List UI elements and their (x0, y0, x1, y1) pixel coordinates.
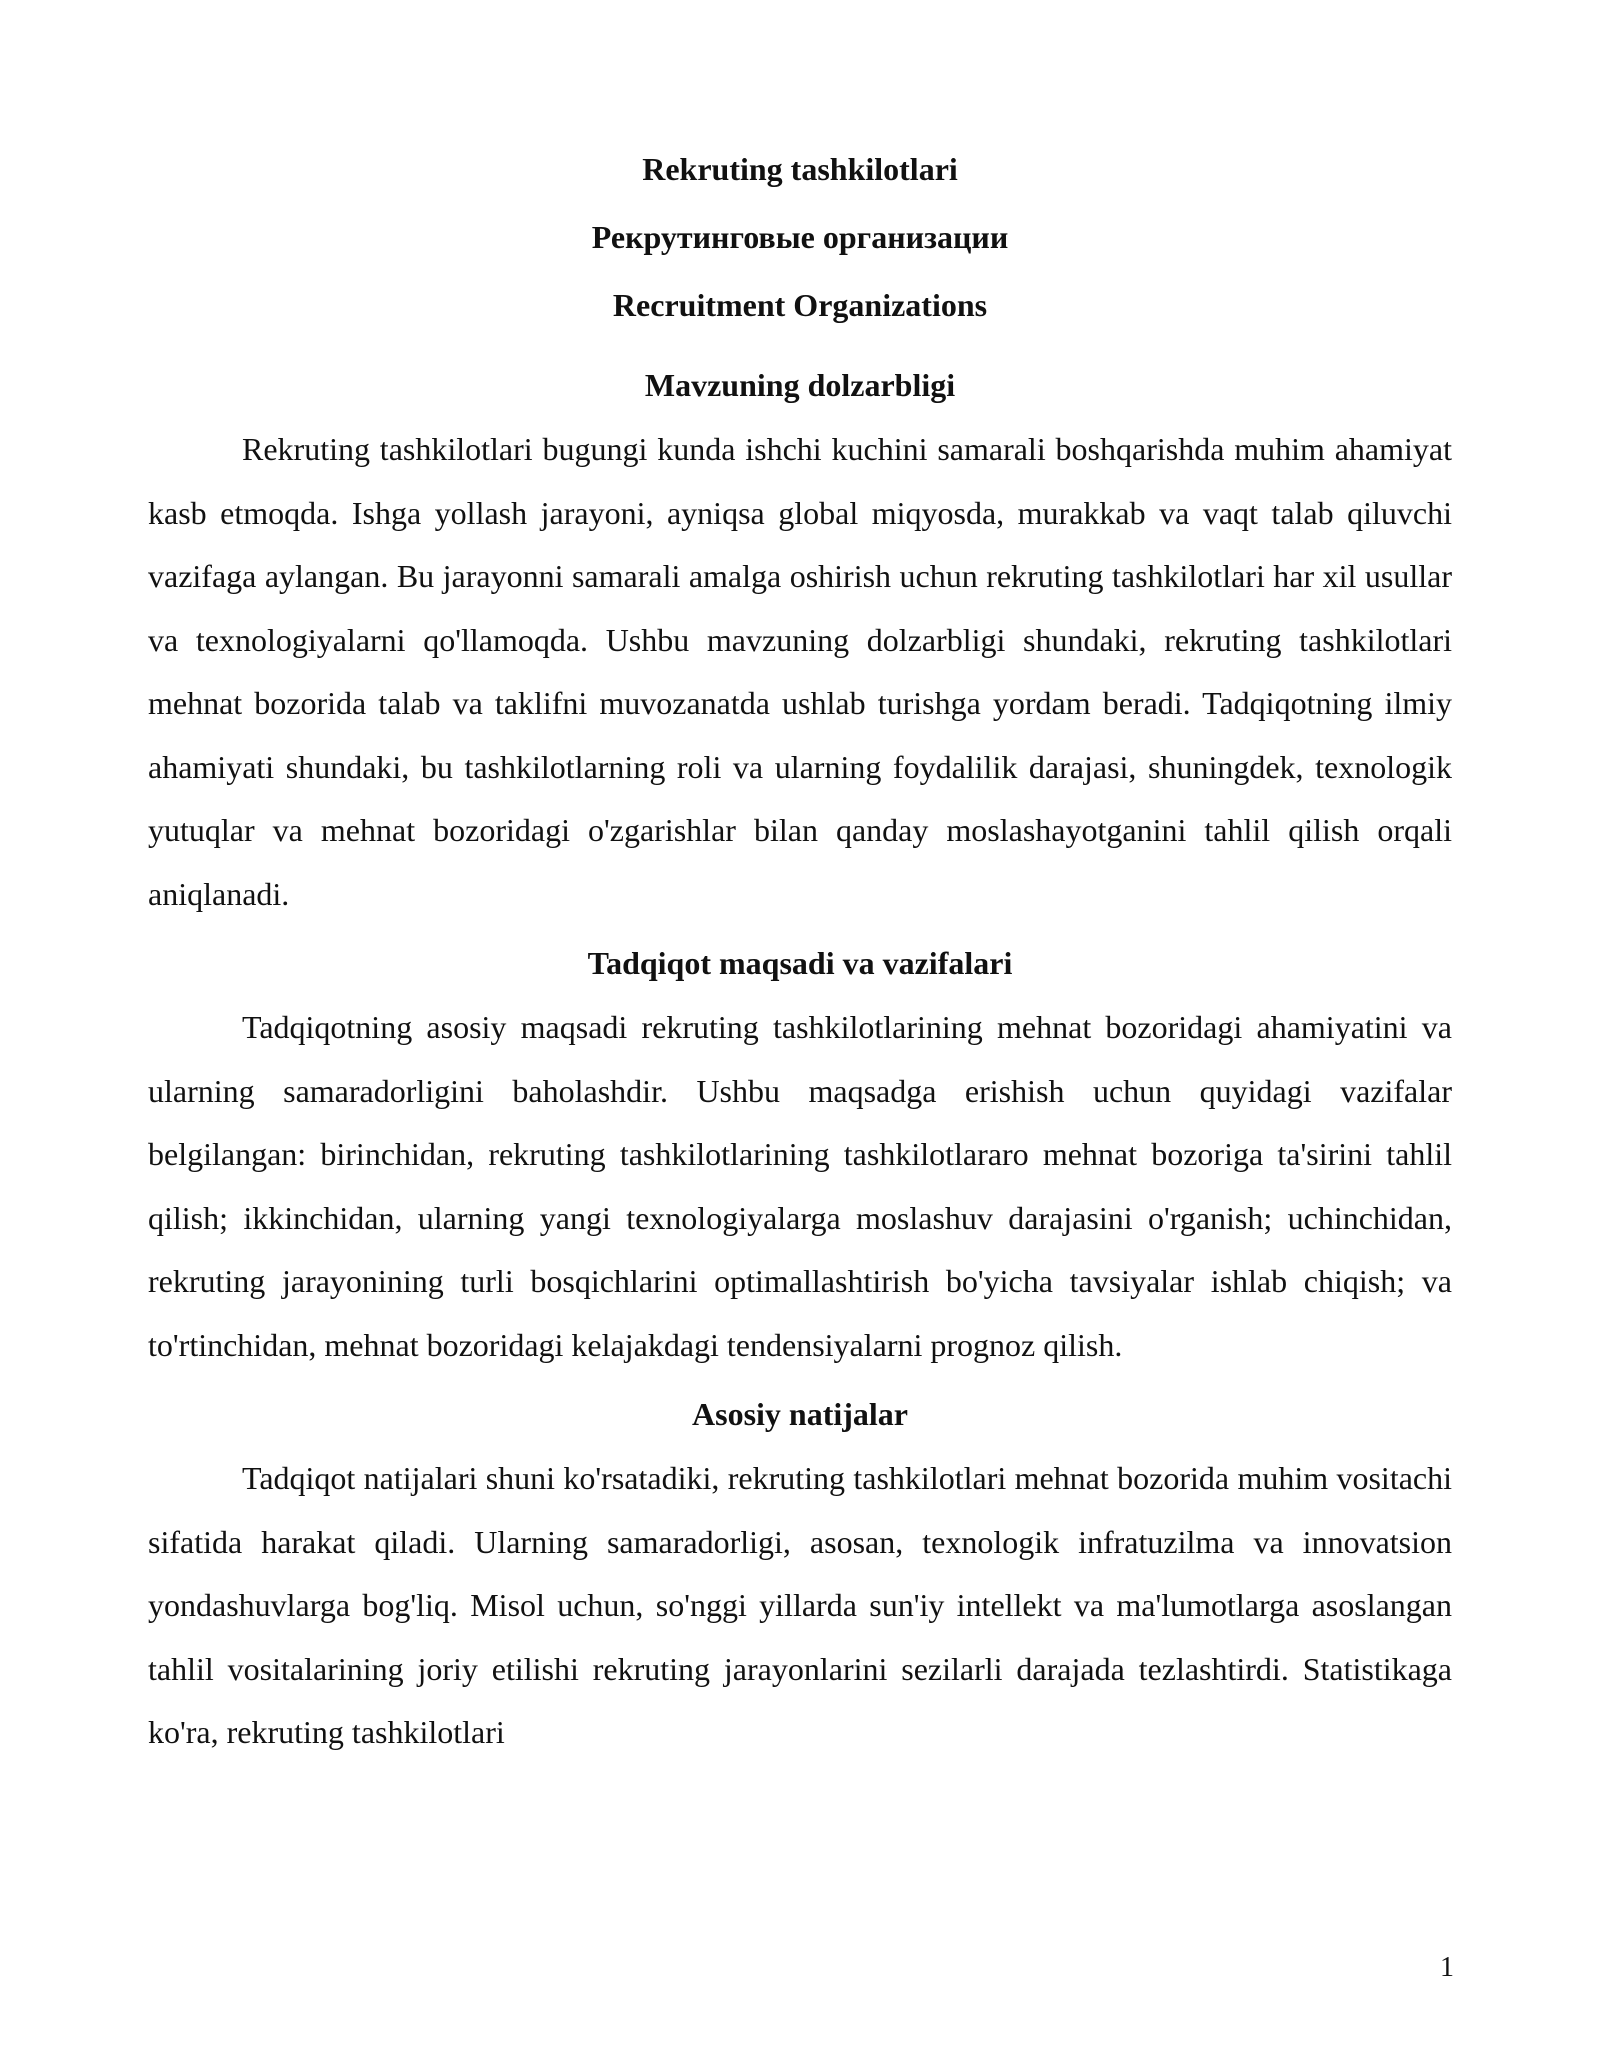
section-heading-results: Asosiy natijalar (692, 1396, 908, 1432)
title-english: Recruitment Organizations (612, 287, 988, 323)
section-paragraph-results: Tadqiqot natijalari shuni ko'rsatadiki, rekruting tashkilotlari mehnat bozorida muhim vositachi sifatida harakat qiladi. Ularning samaradorligi, asosan, texnologik infratuzilma va innovatsion yondashuvlarga bog'liq. Misol uchun, so'nggi yillarda sun'iy intellekt va ma'lumotlarga asoslangan tahlil vositalarining joriy etilishi rekruting jarayonlarini sezilarli darajada tezlashtirdi. Statistikaga ko'ra, rekruting tashkilotlari (148, 1460, 1452, 1750)
section-heading-goals: Tadqiqot maqsadi va vazifalari (587, 945, 1013, 981)
title-uzbek: Rekruting tashkilotlari (642, 151, 958, 187)
section-paragraph-goals: Tadqiqotning asosiy maqsadi rekruting tashkilotlarining mehnat bozoridagi ahamiyatini va ularning samaradorligini baholashdir. Ushbu maqsadga erishish uchun quyidagi vazifalar belgilangan: birinchidan, rekruting tashkilotlarining tashkilotlararo mehnat bozoriga ta'sirini tahlil qilish; ikkinchidan, ularning yangi texnologiyalarga moslashuv darajasini o'rganish; uchinchidan, rekruting jarayonining turli bosqichlarini optimallashtirish bo'yicha tavsiyalar ishlab chiqish; va to'rtinchidan, mehnat bozoridagi kelajakdagi tendensiyalarni prognoz qilish. (148, 1009, 1452, 1363)
document-page (148, 148, 1452, 1781)
page-number: 1 (1440, 1952, 1454, 1983)
section-paragraph-relevance: Rekruting tashkilotlari bugungi kunda ishchi kuchini samarali boshqarishda muhim ahamiyat kasb etmoqda. Ishga yollash jarayoni, ayniqsa global miqyosda, murakkab va vaqt talab qiluvchi vazifaga aylangan. Bu jarayonni samarali amalga oshirish uchun rekruting tashkilotlari har xil usullar va texnologiyalarni qo'llamoqda. Ushbu mavzuning dolzarbligi shundaki, rekruting tashkilotlari mehnat bozorida talab va taklifni muvozanatda ushlab turishga yordam beradi. Tadqiqotning ilmiy ahamiyati shundaki, bu tashkilotlarning roli va ularning foydalilik darajasi, shuningdek, texnologik yutuqlar va mehnat bozoridagi o'zgarishlar bilan qanday moslashayotganini tahlil qilish orqali aniqlanadi. (148, 431, 1452, 912)
section-heading-relevance: Mavzuning dolzarbligi (644, 367, 956, 403)
title-russian: Рекрутинговые организации (591, 219, 1009, 255)
